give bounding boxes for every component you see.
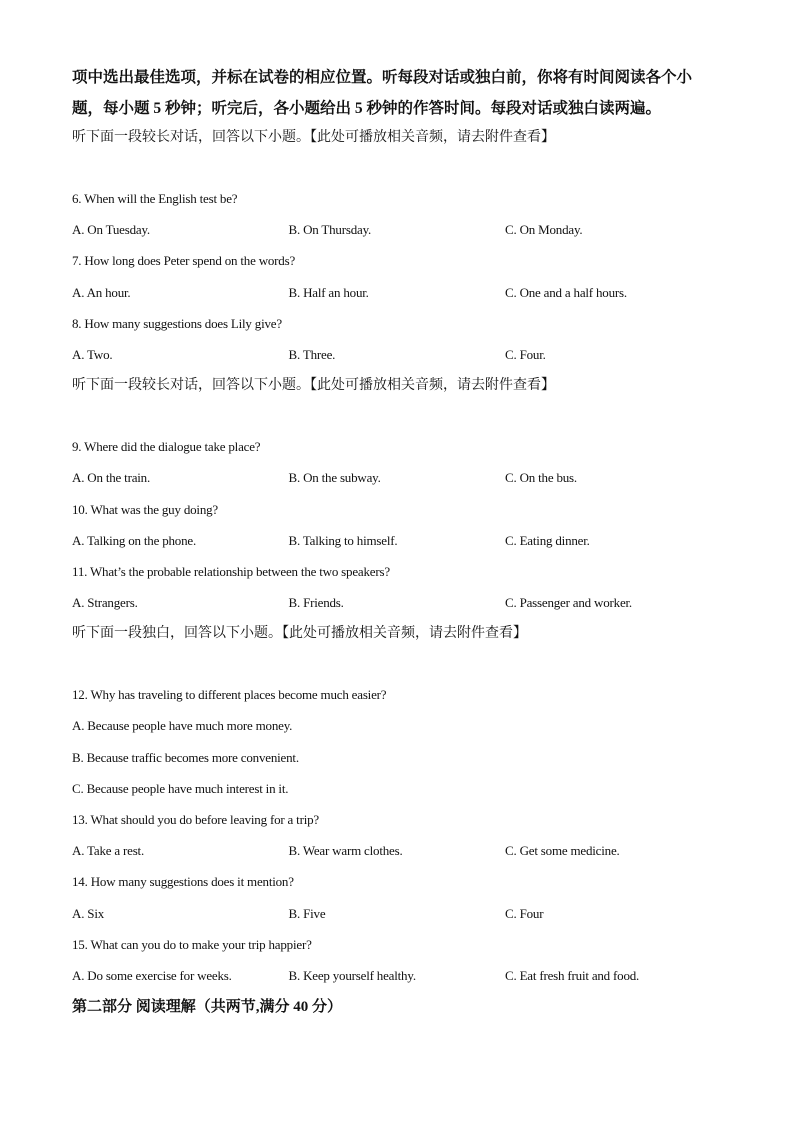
option-b[interactable]: B. Wear warm clothes. [288, 843, 403, 859]
option-b[interactable]: B. On the subway. [288, 470, 381, 486]
section-title: 第二部分 阅读理解（共两节,满分 40 分） [72, 999, 343, 1016]
option-a[interactable]: A. Talking on the phone. [72, 532, 197, 548]
option-a[interactable]: A. Two. [72, 346, 113, 362]
option-c[interactable]: C. Eat fresh fruit and food. [505, 967, 640, 983]
option-a[interactable]: A. On Tuesday. [72, 222, 150, 238]
option-b[interactable]: B. Half an hour. [288, 284, 369, 300]
question-7: 7. How long does Peter spend on the words? [72, 253, 296, 269]
question-6: 6. When will the English test be? [72, 191, 238, 206]
spacer [72, 148, 732, 189]
question-9: 9. Where did the dialogue take place? [72, 439, 261, 455]
options-row [72, 904, 732, 935]
options-row [72, 966, 732, 997]
options-row [72, 468, 732, 499]
options-row [72, 531, 732, 562]
option-c[interactable]: C. Passenger and worker. [505, 595, 632, 611]
listening-instruction: 听下面一段较长对话，回答以下小题。【此处可播放相关音频，请去附件查看】 [72, 378, 555, 394]
option-b[interactable]: B. Five [288, 905, 326, 921]
option-b[interactable]: B. Talking to himself. [288, 532, 398, 548]
options-row [72, 220, 732, 251]
intro-line-2: 题，每小题 5 秒钟；听完后，各小题给出 5 秒钟的作答时间。每段对话或独白读两遍。 [72, 100, 662, 117]
option-a[interactable]: A. Six [72, 905, 105, 921]
spacer [72, 396, 732, 437]
question-8: 8. How many suggestions does Lily give? [72, 315, 282, 331]
option-c[interactable]: C. Because people have much interest in it. [72, 780, 289, 796]
question-11: 11. What’s the probable relationship between the two speakers? [72, 563, 390, 579]
option-b[interactable]: B. Friends. [288, 595, 344, 611]
question-15: 15. What can you do to make your trip happier? [72, 936, 312, 952]
listening-instruction: 听下面一段较长对话，回答以下小题。【此处可播放相关音频，请去附件查看】 [72, 130, 555, 145]
option-a[interactable]: A. Strangers. [72, 595, 138, 611]
option-a[interactable]: A. Take a rest. [72, 843, 145, 859]
options-row [72, 593, 732, 624]
listening-instruction: 听下面一段独白，回答以下小题。【此处可播放相关音频，请去附件查看】 [72, 626, 527, 642]
intro-line-1: 项中选出最佳选项，并标在试卷的相应位置。听每段对话或独白前，你将有时间阅读各个小 [72, 69, 693, 86]
option-b[interactable]: B. Keep yourself healthy. [288, 967, 416, 983]
option-a[interactable]: A. Because people have much more money. [72, 718, 293, 734]
option-c[interactable]: C. Eating dinner. [505, 532, 590, 548]
document-page [72, 62, 732, 1017]
spacer [72, 644, 732, 685]
options-row [72, 841, 732, 872]
question-14: 14. How many suggestions does it mention? [72, 874, 294, 890]
option-b[interactable]: B. Because traffic becomes more convenient. [72, 749, 299, 765]
option-c[interactable]: C. On Monday. [505, 222, 583, 238]
option-c[interactable]: C. On the bus. [505, 470, 577, 486]
option-c[interactable]: C. One and a half hours. [505, 284, 627, 300]
option-a[interactable]: A. On the train. [72, 470, 151, 486]
options-row [72, 345, 732, 376]
option-b[interactable]: B. On Thursday. [288, 222, 372, 238]
option-b[interactable]: B. Three. [288, 346, 336, 362]
option-c[interactable]: C. Four. [505, 346, 546, 362]
question-12: 12. Why has traveling to different places become much easier? [72, 687, 387, 703]
option-a[interactable]: A. An hour. [72, 284, 131, 300]
question-13: 13. What should you do before leaving for a trip? [72, 812, 320, 827]
question-10: 10. What was the guy doing? [72, 501, 218, 517]
options-row [72, 283, 732, 314]
option-c[interactable]: C. Get some medicine. [505, 843, 620, 859]
option-c[interactable]: C. Four [505, 905, 544, 921]
option-a[interactable]: A. Do some exercise for weeks. [72, 967, 232, 983]
